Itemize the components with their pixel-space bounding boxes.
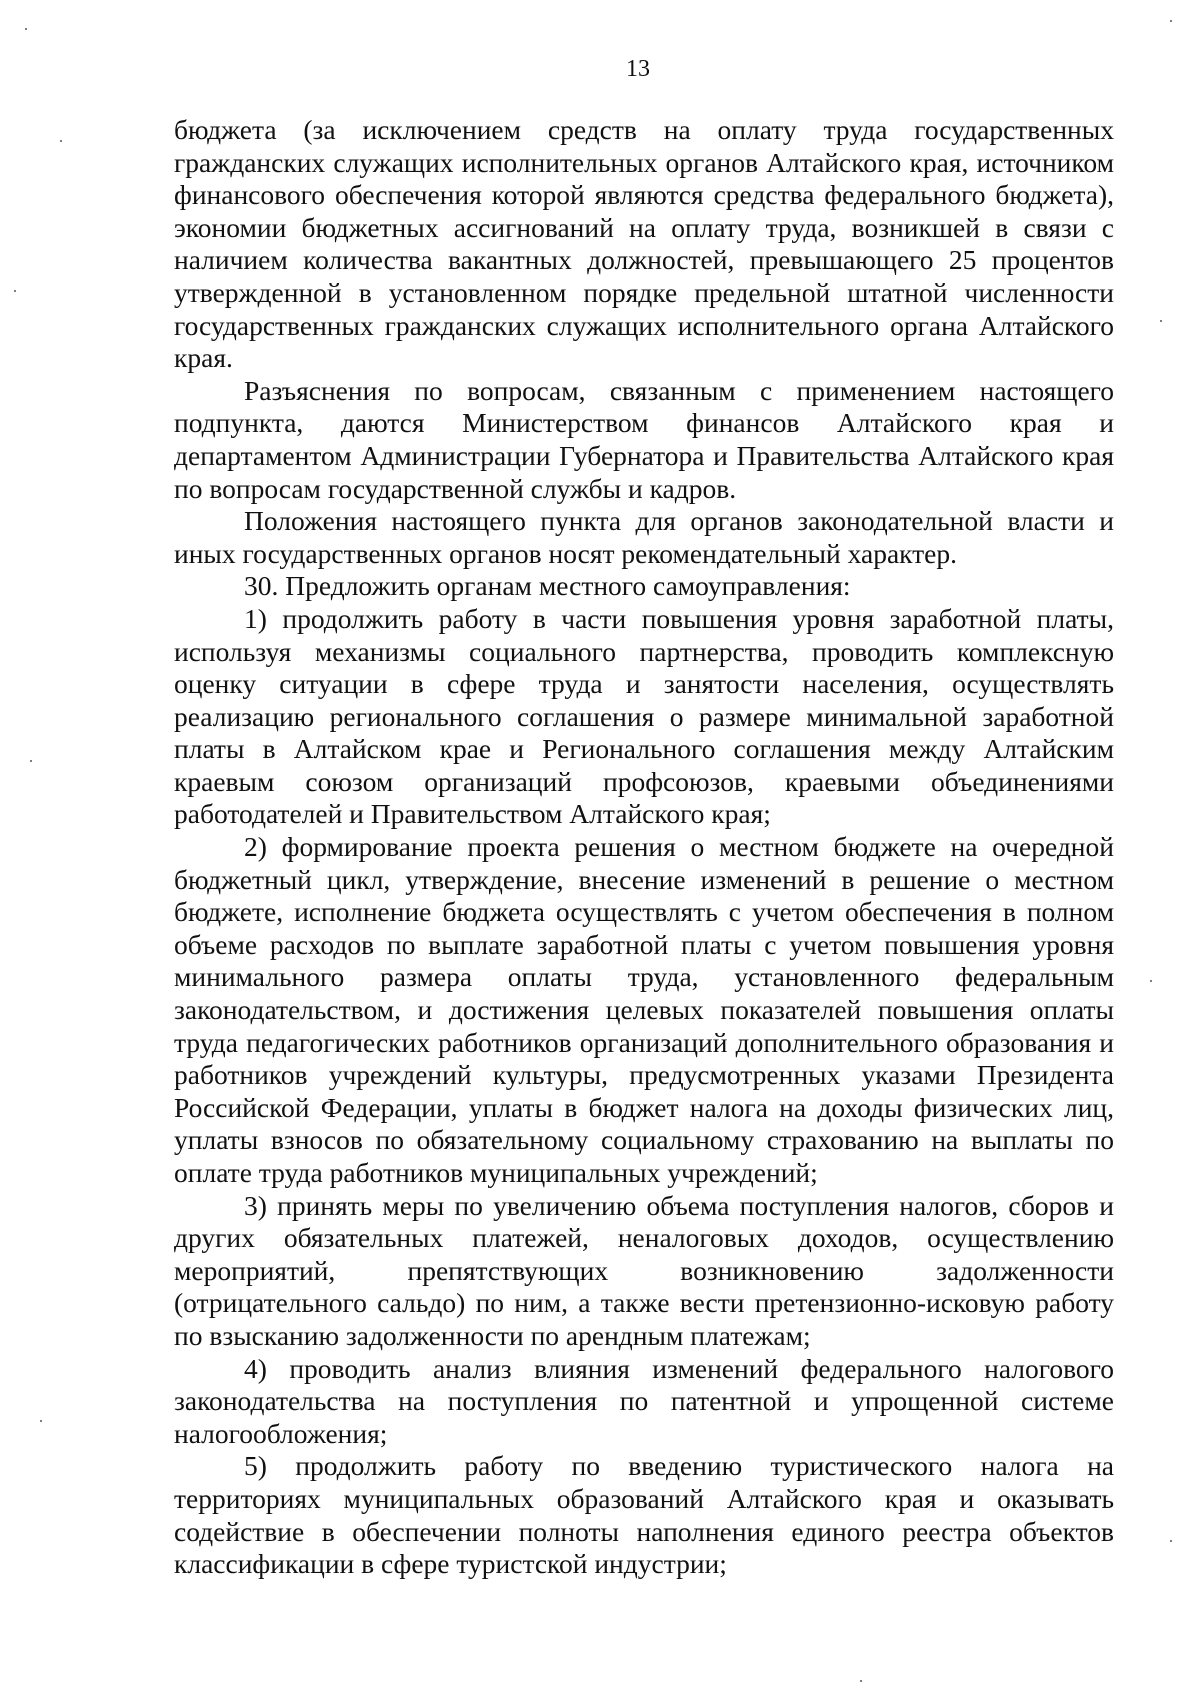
paragraph-subitem-5: 5) продолжить работу по введению туристического налога на территориях муниципальных образований Алтайского края и оказывать содействие в обеспечении полноты наполнения единого реестра объектов классификации в сфере туристской индустрии;	[174, 1450, 1114, 1580]
scan-speck	[1170, 20, 1172, 22]
scan-speck	[30, 760, 32, 762]
document-body	[174, 114, 1114, 1581]
scan-speck	[14, 290, 16, 292]
paragraph-subitem-2: 2) формирование проекта решения о местном бюджете на очередной бюджетный цикл, утверждение, внесение изменений в решение о местном бюджете, исполнение бюджета осуществлять с учетом обеспечения в полном объеме расходов по выплате заработной платы с учетом повышения уровня минимального размера оплаты труда, установленного федеральным законодательством, и достижения целевых показателей повышения оплаты труда педагогических работников организаций дополнительного образования и работников учреждений культуры, предусмотренных указами Президента Российской Федерации, уплаты в бюджет налога на доходы физических лиц, уплаты взносов по обязательному социальному страхованию на выплаты по оплате труда работников муниципальных учреждений;	[174, 831, 1114, 1188]
scan-speck	[1150, 980, 1152, 982]
paragraph-clarifications: Разъяснения по вопросам, связанным с применением настоящего подпункта, даются Министерством финансов Алтайского края и департаментом Администрации Губернатора и Правительства Алтайского края по вопросам государственной службы и кадров.	[174, 374, 1114, 504]
paragraph-continuation: бюджета (за исключением средств на оплату труда государственных гражданских служащих исполнительных органов Алтайского края, источником финансового обеспечения которой являются средства федерального бюджета), экономии бюджетных ассигнований на оплату труда, возникшей в связи с наличием количества вакантных должностей, превышающего 25 процентов утвержденной в установленном порядке предельной штатной численности государственных гражданских служащих исполнительного органа Алтайского края.	[174, 114, 1114, 374]
scan-speck	[25, 28, 27, 30]
paragraph-item-30: 30. Предложить органам местного самоуправления:	[244, 570, 851, 602]
paragraph-recommendation: Положения настоящего пункта для органов законодательной власти и иных государственных органов носят рекомендательный характер.	[174, 505, 1114, 569]
scan-speck	[1160, 320, 1162, 322]
scan-speck	[1170, 1540, 1172, 1542]
paragraph-subitem-1: 1) продолжить работу в части повышения уровня заработной платы, используя механизмы социального партнерства, проводить комплексную оценку ситуации в сфере труда и занятости населения, осуществлять реализацию регионального соглашения о размере минимальной заработной платы в Алтайском крае и Регионального соглашения между Алтайским краевым союзом организаций профсоюзов, краевыми объединениями работодателей и Правительством Алтайского края;	[174, 602, 1114, 830]
scan-speck	[60, 140, 62, 142]
paragraph-subitem-3: 3) принять меры по увеличению объема поступления налогов, сборов и других обязательных платежей, неналоговых доходов, осуществлению мероприятий, препятствующих возникновению задолженности (отрицательного сальдо) по ним, а также вести претензионно-исковую работу по взысканию задолженности по арендным платежам;	[174, 1189, 1114, 1351]
scan-speck	[40, 1420, 42, 1422]
scan-speck	[860, 1680, 862, 1682]
paragraph-subitem-4: 4) проводить анализ влияния изменений федерального налогового законодательства на поступления по патентной и упрощенной системе налогообложения;	[174, 1352, 1114, 1449]
page-number: 13	[626, 56, 650, 82]
